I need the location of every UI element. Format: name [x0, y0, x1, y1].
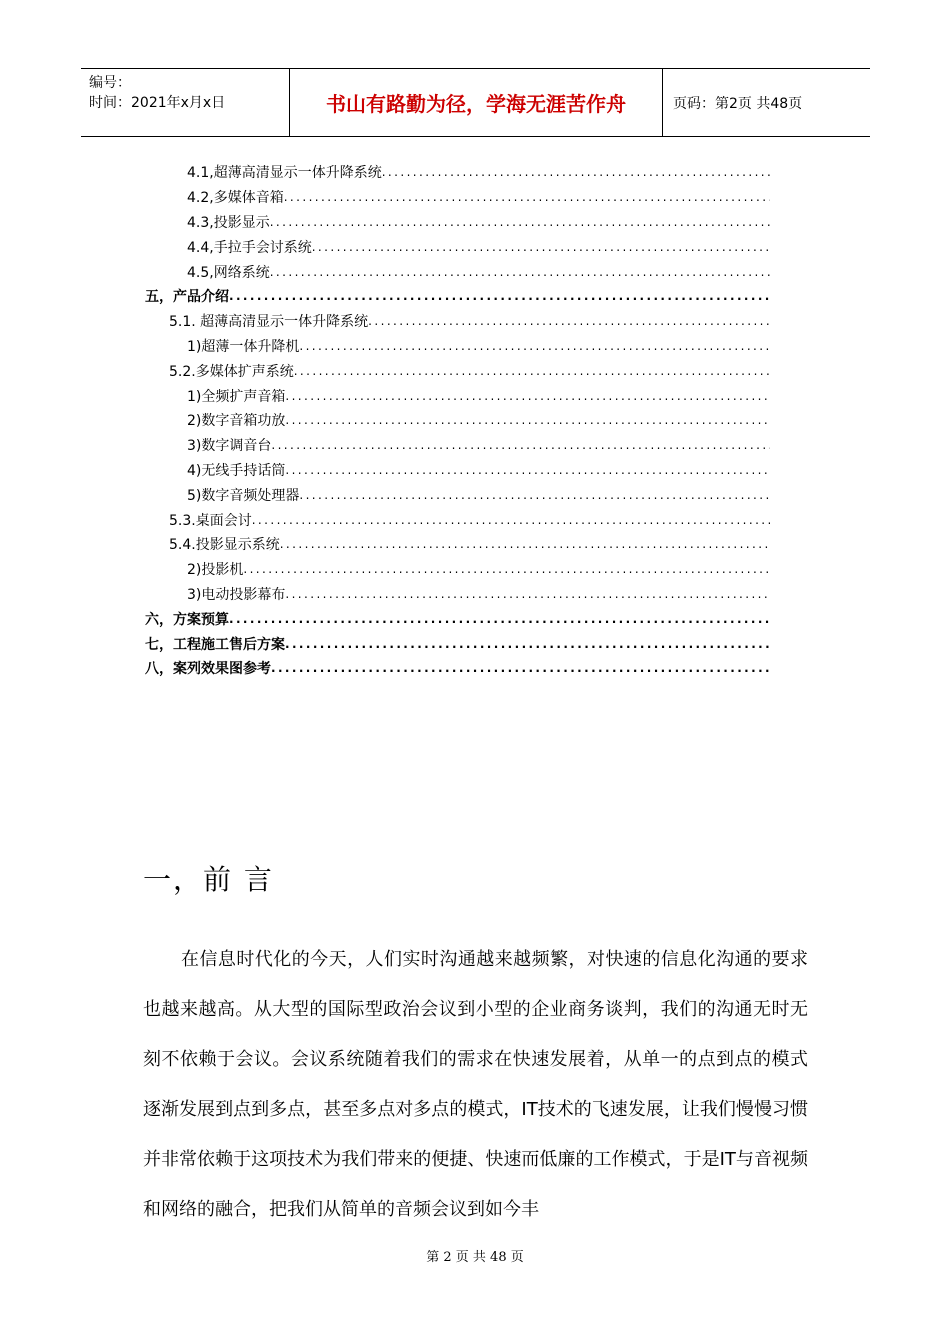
section-title: 一，前 言 — [143, 863, 274, 896]
section-paragraph: 在信息时代化的今天，人们实时沟通越来越频繁，对快速的信息化沟通的要求也越来越高。从大型的国际型政治会议到小型的企业商务谈判，我们的沟通无时无刻不依赖于会议。会议系统随着我们的需求在快速发展着，从单一的点到点的模式逐渐发展到点到多点，甚至多点对多点的模式，IT技术的飞速发展，让我们慢慢习惯并非常依赖于这项技术为我们带来的便捷、快速而低廉的工作模式，于是IT与音视频和网络的融合，把我们从简单的音频会议到如今丰 — [143, 949, 808, 1220]
toc-leader-dots — [299, 488, 770, 502]
toc-entry[interactable] — [145, 532, 770, 557]
toc-entry-label: 4.5,网络系统 — [187, 264, 270, 281]
toc-entry-label: 1)超薄一体升降机 — [187, 338, 300, 355]
table-of-contents — [145, 160, 770, 681]
toc-entry[interactable] — [145, 507, 770, 532]
toc-entry[interactable] — [145, 557, 770, 582]
toc-entry-label: 5.3.桌面会讨 — [169, 512, 252, 529]
toc-leader-dots — [312, 240, 770, 254]
toc-leader-dots — [229, 289, 770, 303]
toc-entry-label: 八，案列效果图参考 — [145, 661, 271, 678]
toc-leader-dots — [285, 587, 770, 601]
toc-entry-label: 2)数字音箱功放 — [187, 413, 286, 430]
toc-entry-label: 六，方案预算 — [145, 611, 229, 628]
toc-entry-label: 1)全频扩声音箱 — [187, 388, 286, 405]
toc-entry[interactable] — [145, 631, 770, 656]
toc-leader-dots — [271, 661, 770, 675]
toc-leader-dots — [284, 190, 770, 204]
toc-leader-dots — [252, 513, 770, 527]
toc-entry-label: 5.4.投影显示系统 — [169, 537, 280, 554]
toc-entry[interactable] — [145, 234, 770, 259]
header-motto: 书山有路勤为径，学海无涯苦作舟 — [290, 69, 663, 136]
header-meta — [81, 69, 290, 136]
toc-entry[interactable] — [145, 334, 770, 359]
toc-entry[interactable] — [145, 185, 770, 210]
toc-leader-dots — [270, 215, 770, 229]
toc-leader-dots — [280, 537, 770, 551]
toc-entry-label: 5)数字音频处理器 — [187, 487, 300, 504]
toc-entry-label: 2)投影机 — [187, 562, 244, 579]
toc-leader-dots — [270, 265, 770, 279]
toc-entry-label: 4.4,手拉手会讨系统 — [187, 239, 312, 256]
toc-leader-dots — [285, 389, 770, 403]
toc-entry-label: 3)电动投影幕布 — [187, 586, 286, 603]
toc-entry-label: 4)无线手持话筒 — [187, 462, 286, 479]
toc-entry[interactable] — [145, 259, 770, 284]
toc-entry[interactable] — [145, 210, 770, 235]
toc-entry-label: 五，产品介绍 — [145, 289, 229, 306]
code-label: 编号： — [89, 75, 131, 91]
toc-leader-dots — [243, 562, 770, 576]
toc-entry[interactable] — [145, 309, 770, 334]
toc-entry-label: 七，工程施工售后方案 — [145, 636, 285, 653]
toc-entry[interactable] — [145, 284, 770, 309]
toc-leader-dots — [285, 413, 770, 427]
toc-entry[interactable] — [145, 606, 770, 631]
toc-leader-dots — [382, 165, 770, 179]
header-page-info: 页码：第2页 共48页 — [673, 95, 803, 112]
toc-leader-dots — [285, 637, 770, 651]
toc-leader-dots — [229, 612, 770, 626]
toc-entry-label: 4.2,多媒体音箱 — [187, 190, 284, 207]
toc-entry-label: 3)数字调音台 — [187, 438, 272, 455]
toc-leader-dots — [299, 339, 770, 353]
toc-leader-dots — [271, 438, 770, 452]
toc-entry[interactable] — [145, 656, 770, 681]
page-header — [81, 68, 870, 137]
toc-entry[interactable] — [145, 358, 770, 383]
toc-entry[interactable] — [145, 482, 770, 507]
toc-entry[interactable] — [145, 458, 770, 483]
page-footer: 第 2 页 共 48 页 — [426, 1250, 524, 1265]
toc-entry-label: 4.3,投影显示 — [187, 214, 270, 231]
toc-leader-dots — [294, 364, 770, 378]
toc-entry[interactable] — [145, 160, 770, 185]
toc-entry[interactable] — [145, 383, 770, 408]
toc-leader-dots — [368, 314, 770, 328]
toc-entry[interactable] — [145, 582, 770, 607]
time-label: 时间：2021年x月x日 — [89, 95, 226, 111]
toc-entry[interactable] — [145, 433, 770, 458]
toc-leader-dots — [285, 463, 770, 477]
toc-entry[interactable] — [145, 408, 770, 433]
toc-entry-label: 5.1. 超薄高清显示一体升降系统 — [169, 314, 369, 331]
toc-entry-label: 5.2.多媒体扩声系统 — [169, 363, 294, 380]
toc-entry-label: 4.1,超薄高清显示一体升降系统 — [187, 165, 382, 182]
